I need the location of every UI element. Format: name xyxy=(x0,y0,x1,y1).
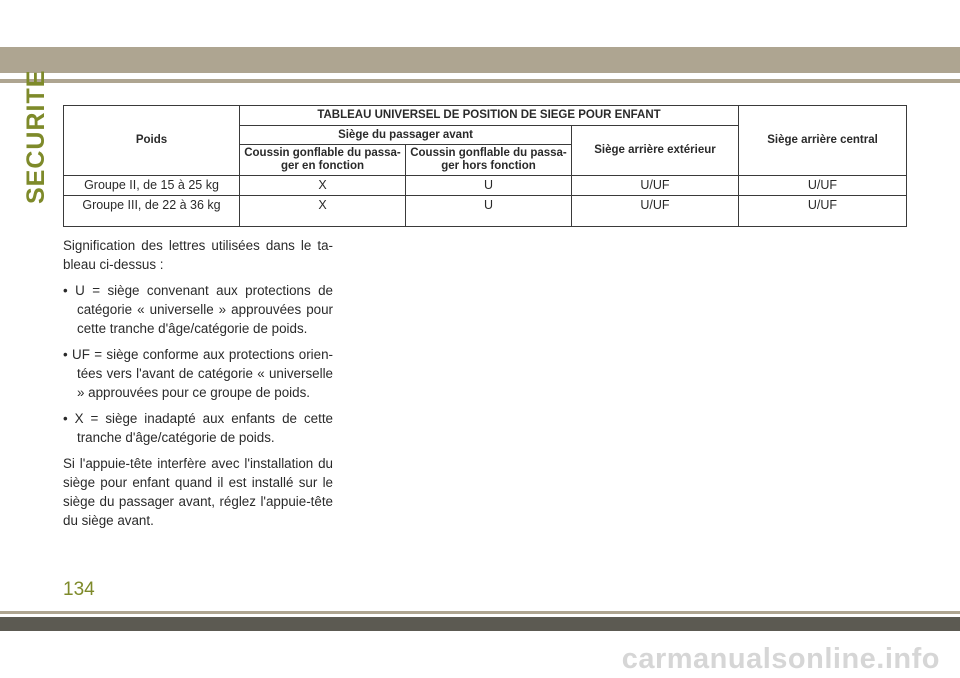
explanation-text xyxy=(63,236,333,537)
header-rule xyxy=(0,79,960,83)
headrest-paragraph: Si l'appuie-tête interfère avec l'installation du siège pour enfant quand il est installé sur le siège du passager avant, réglez l'appuie-tête du siège avant. xyxy=(63,456,333,528)
header-airbag-off: Coussin gonflable du passa-ger hors fonction xyxy=(406,145,572,176)
bullet-u: • U = siège convenant aux protections de catégorie « universelle » approuvées pour cette tranche d'âge/catégorie de poids. xyxy=(63,283,333,336)
table-row xyxy=(64,196,907,227)
header-band xyxy=(0,47,960,73)
cell-airbag-on: X xyxy=(240,196,406,227)
header-rear-outer: Siège arrière extérieur xyxy=(572,126,739,176)
header-table-title: TABLEAU UNIVERSEL DE POSITION DE SIEGE POUR ENFANT xyxy=(240,106,739,126)
header-airbag-on: Coussin gonflable du passa-ger en fonction xyxy=(240,145,406,176)
cell-weight: Groupe II, de 15 à 25 kg xyxy=(64,176,240,196)
header-front-passenger: Siège du passager avant xyxy=(240,126,572,145)
bullet-uf: • UF = siège conforme aux protections orien-tées vers l'avant de catégorie « universelle » approuvées pour ce groupe de poids. xyxy=(63,347,333,400)
footer-band xyxy=(0,617,960,631)
intro-paragraph: Signification des lettres utilisées dans le ta-bleau ci-dessus : xyxy=(63,238,333,272)
cell-airbag-off: U xyxy=(406,196,572,227)
footer-rule xyxy=(0,611,960,614)
cell-rear-center: U/UF xyxy=(739,196,907,227)
cell-airbag-on: X xyxy=(240,176,406,196)
child-seat-position-table xyxy=(63,105,907,227)
cell-rear-center: U/UF xyxy=(739,176,907,196)
table-row xyxy=(64,176,907,196)
watermark: carmanualsonline.info xyxy=(621,643,940,675)
bullet-x: • X = siège inadapté aux enfants de cette tranche d'âge/catégorie de poids. xyxy=(63,411,333,445)
header-weight: Poids xyxy=(64,106,240,176)
page-number: 134 xyxy=(63,579,95,600)
cell-weight: Groupe III, de 22 à 36 kg xyxy=(64,196,240,227)
section-label: SECURITE xyxy=(22,69,50,204)
cell-rear-outer: U/UF xyxy=(572,196,739,227)
header-rear-center: Siège arrière central xyxy=(739,106,907,176)
cell-rear-outer: U/UF xyxy=(572,176,739,196)
cell-airbag-off: U xyxy=(406,176,572,196)
